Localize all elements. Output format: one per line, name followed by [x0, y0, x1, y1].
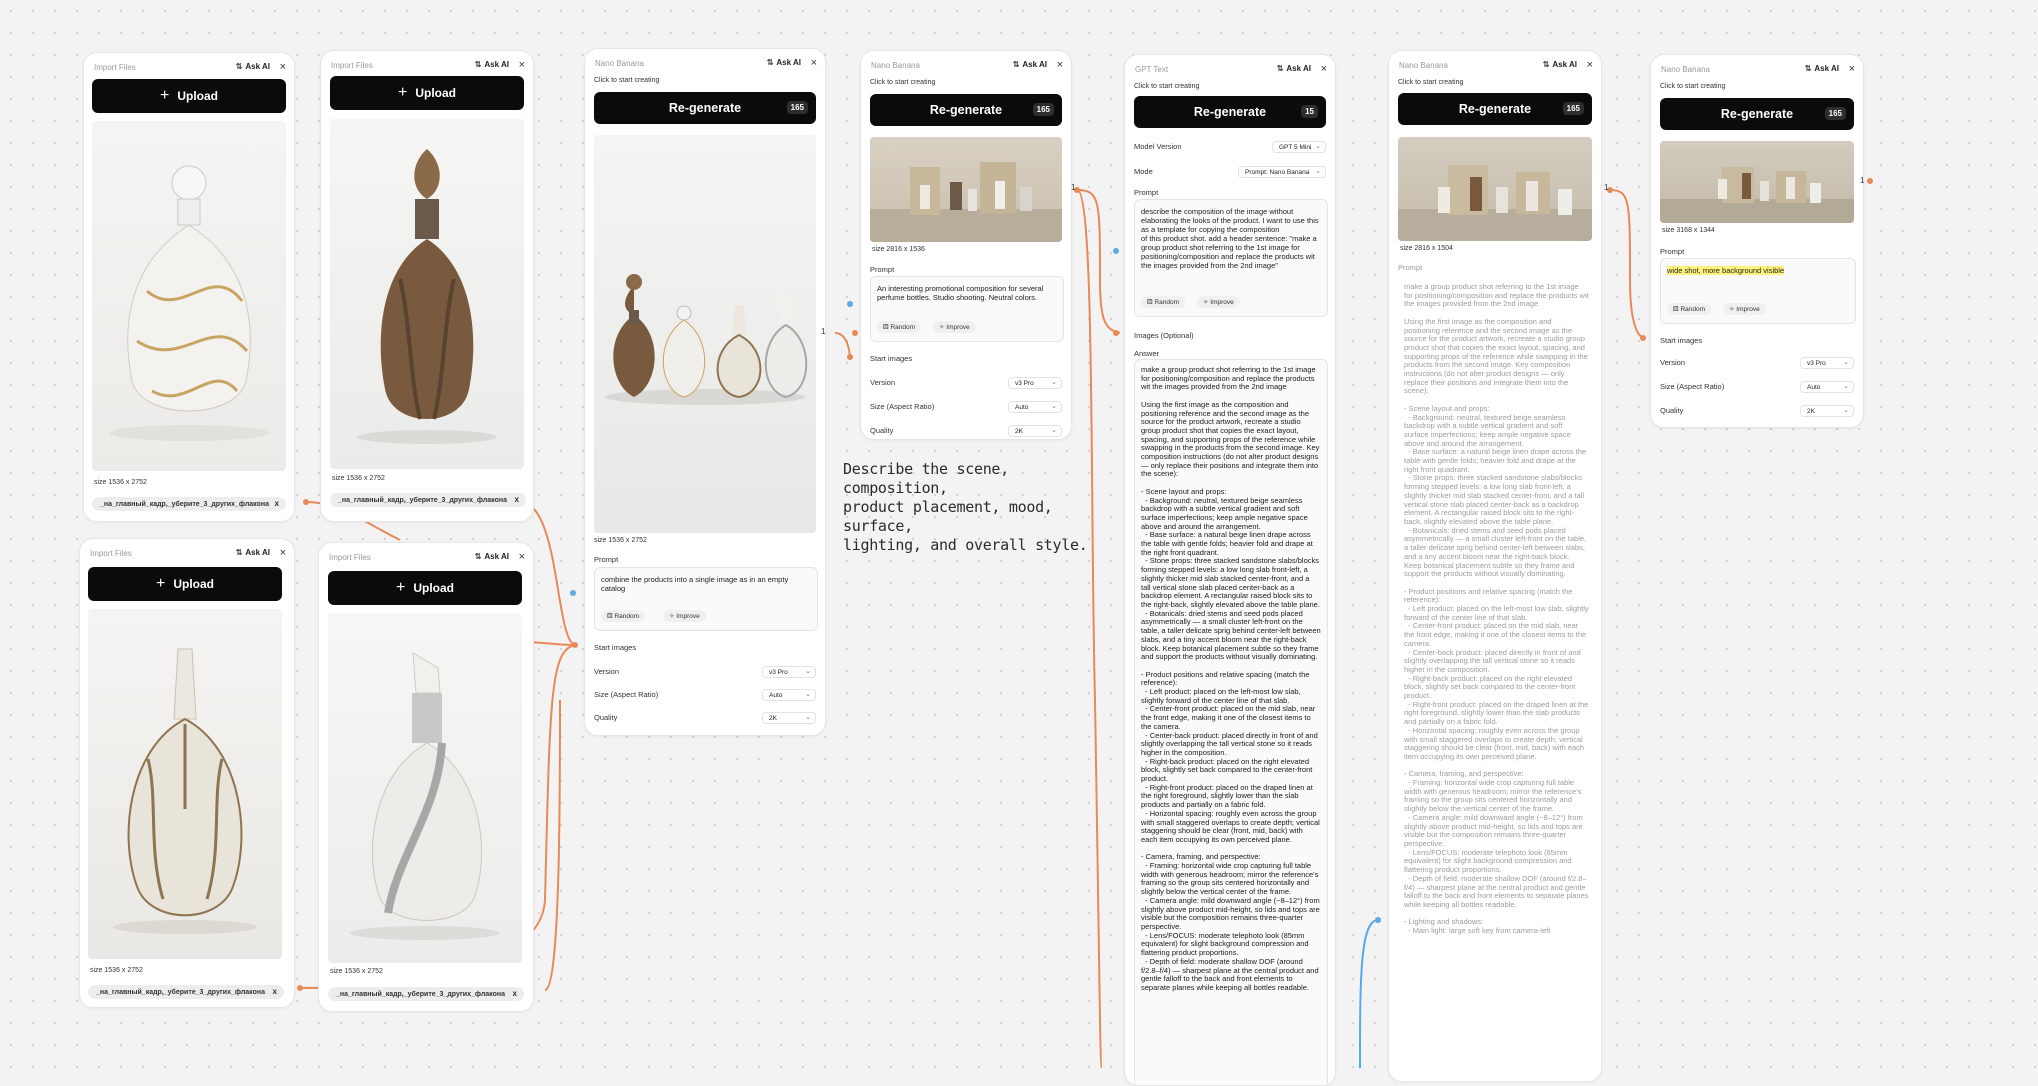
aspect-label: Size (Aspect Ratio)	[870, 402, 935, 411]
image-size-label: size 1536 x 2752	[94, 479, 147, 486]
close-icon[interactable]: ×	[279, 547, 286, 559]
image-size-label: size 1536 x 2752	[90, 967, 143, 974]
ask-ai-button[interactable]: ⇅ Ask AI	[1542, 60, 1577, 69]
close-icon[interactable]: ×	[1848, 63, 1855, 75]
wire	[1610, 190, 1645, 338]
plus-icon: +	[155, 575, 166, 592]
file-chip[interactable]: _на_главный_кадр,_уберите_3_других_флакона x	[92, 497, 286, 511]
images-optional-label: Images (Optional)	[1134, 331, 1194, 340]
sparkle-icon: ⇅	[474, 552, 482, 561]
upload-button[interactable]: + Upload	[92, 79, 286, 113]
start-hint: Click to start creating	[870, 79, 936, 86]
ask-ai-button[interactable]: ⇅ Ask AI	[1012, 60, 1047, 69]
connection-port[interactable]	[1867, 178, 1873, 184]
file-chip[interactable]: _на_главный_кадр,_уберите_3_других_флакона x	[88, 985, 284, 999]
port-number: 1	[1604, 183, 1609, 192]
image-size-label: size 3168 x 1344	[1662, 227, 1715, 234]
random-button[interactable]: ⚄ Random	[1667, 303, 1711, 315]
nano-banana-node[interactable]	[860, 50, 1072, 440]
aspect-select[interactable]: Auto ⌄	[1800, 381, 1854, 393]
aspect-label: Size (Aspect Ratio)	[594, 690, 659, 699]
connection-port[interactable]	[852, 330, 858, 336]
dice-icon: ⚄	[1673, 306, 1681, 313]
connection-port[interactable]	[1113, 248, 1119, 254]
model-select[interactable]: GPT 5 Mini ⌄	[1272, 141, 1326, 153]
node-title: Import Files	[331, 61, 373, 70]
connection-port[interactable]	[847, 354, 853, 360]
connection-port[interactable]	[303, 499, 309, 505]
regenerate-button[interactable]: Re-generate 165	[1660, 98, 1854, 130]
chevron-down-icon: ⌄	[1051, 379, 1057, 386]
nano-banana-node[interactable]	[584, 48, 826, 736]
image-size-label: size 1536 x 2752	[330, 968, 383, 975]
ask-ai-button[interactable]: ⇅ Ask AI	[235, 548, 270, 557]
prompt-label: Prompt	[1134, 188, 1159, 197]
connection-port[interactable]	[1640, 335, 1646, 341]
generated-image	[1660, 141, 1854, 223]
plus-icon: +	[159, 87, 170, 104]
ask-ai-button[interactable]: ⇅ Ask AI	[1276, 64, 1311, 73]
wire	[1077, 190, 1102, 1068]
import-files-node[interactable]	[318, 542, 534, 1012]
plus-icon: +	[397, 84, 408, 101]
ask-ai-button[interactable]: ⇅ Ask AI	[474, 60, 509, 69]
start-images-label: Start images	[870, 354, 913, 363]
dice-icon: ⚄	[883, 324, 891, 331]
answer-output[interactable]: make a group product shot referring to the 1st image for positioning/composition and replace the products wit the images provided from the 2nd image Using the first image as the composition and positioning reference and the second image as the source for the product artwork, recreate a studio group product shot that copies the exact layout, spacing, and supporting props of the reference while swapping in the products from the second image. Key composition instructions (do not alter product designs — only replace their positions and integrate them into the scene): - Scene layout and props: - Background: neutral, textured beige seamless backdrop with a subtle vertical gradient and soft surface imperfections; keep ample negative space above and around the arrangement. - Base surface: a natural beige linen drape across the table with gentle folds; heavier fold and drape at the right front quadrant. - Stone props: three stacked sandstone slabs/blocks forming stepped levels: a low long slab front-left, a slightly thicker mid slab stacked center-front, and a tall vertical stone slab placed center-back as a backdrop element. A rectangular raised block sits to the right-back, slightly elevated above the table plane. - Botanicals: dried stems and seed pods placed asymmetrically — a small cluster left-front on the table, a taller delicate sprig behind center-left between slabs, and a tiny accent bloom near the right-back block. Keep botanical placement subtle so they frame and support the products without visually dominating. - Product positions and relative spacing (match the reference): - Left product: placed on the left-most low slab, slightly forward of the center line of that slab. - Center-front product: placed on the mid slab, near the front edge, making it one of the closest items to the camera. - Center-back product: placed directly in front of and slightly overlapping the tall vertical stone so it reads higher in the composition. - Right-back product: placed on the right elevated block, slightly set back compared to the center-front product. - Right-front product: placed on the draped linen at the right foreground, slightly lower than the slab products and partially on a fabric fold. - Horizontal spacing: roughly even across the group with small staggered overlaps to create depth; vertical staggering should be clear (front, mid, back) with each item occupying its own perceived plane. - Camera, framing, and perspective: - Framing: horizontal wide crop capturing full table width with generous headroom; mirror the reference's framing so the group sits centered horizontally and slightly below the vertical center of the frame. - Camera angle: mild downward angle (~8–12°) from slightly above product mid-height, so lids and tops are visible but the composition remains three-quarter perspective. - Lens/FOCUS: moderate telephoto look (85mm equivalent) for slight background compression and flattering product proportions. - Depth of field: moderate shallow DOF (around f/2.8–f/4) — sharpest plane at the central product and gentle falloff to the back and front elements to separate planes while keeping all bottles readable.	[1134, 359, 1328, 1086]
dice-icon: ⚄	[607, 613, 615, 620]
sparkle-icon: ⇅	[474, 60, 482, 69]
prompt-input[interactable]: describe the composition of the image without elaborating the looks of the product. I want to use this as a template for copying the composition of this product shot. add a header sentence: "make a group product shot referring to the 1st image for positioning/composition and replace the products wit the images provided from the 2nd image" ⚄ Random ✧ Improve	[1134, 199, 1328, 317]
ask-ai-button[interactable]: ⇅ Ask AI	[766, 58, 801, 67]
regenerate-button[interactable]: Re-generate 165	[594, 92, 816, 124]
node-title: GPT Text	[1135, 65, 1169, 74]
chevron-down-icon: ⌄	[1843, 359, 1849, 366]
chevron-down-icon: ⌄	[805, 714, 811, 721]
chevron-down-icon: ⌄	[1843, 383, 1849, 390]
node-title: Nano Banana	[871, 61, 920, 70]
remove-icon[interactable]: x	[274, 499, 279, 508]
sparkle-icon: ⇅	[1542, 60, 1550, 69]
quality-label: Quality	[594, 713, 618, 722]
close-icon[interactable]: ×	[279, 61, 286, 73]
quality-select[interactable]: 2K ⌄	[1008, 425, 1062, 437]
chevron-down-icon: ⌄	[1051, 403, 1057, 410]
close-icon[interactable]: ×	[1056, 59, 1063, 71]
nano-banana-node[interactable]	[1650, 54, 1864, 428]
credits-badge: 165	[1563, 102, 1584, 115]
close-icon[interactable]: ×	[518, 551, 525, 563]
aspect-select[interactable]: Auto ⌄	[1008, 401, 1062, 413]
credits-badge: 165	[1825, 107, 1846, 120]
remove-icon[interactable]: x	[512, 989, 517, 998]
ask-ai-button[interactable]: ⇅ Ask AI	[235, 62, 270, 71]
ask-ai-button[interactable]: ⇅ Ask AI	[1804, 64, 1839, 73]
file-chip[interactable]: _на_главный_кадр,_уберите_3_других_флакона x	[328, 987, 524, 1001]
generated-image	[594, 135, 816, 533]
quality-select[interactable]: 2K ⌄	[762, 712, 816, 724]
random-button[interactable]: ⚄ Random	[877, 321, 921, 333]
sparkle-icon: ⇅	[235, 62, 243, 71]
prompt-label: Prompt	[870, 265, 895, 274]
prompt-label: Prompt	[1398, 263, 1423, 272]
node-title: Nano Banana	[595, 59, 644, 68]
close-icon[interactable]: ×	[810, 57, 817, 69]
sparkle-icon: ⇅	[235, 548, 243, 557]
port-number: 1	[1860, 176, 1865, 185]
product-image	[328, 613, 522, 963]
remove-icon[interactable]: x	[514, 495, 519, 504]
image-size-label: size 2816 x 1536	[872, 246, 925, 253]
version-select[interactable]: v3 Pro ⌄	[1800, 357, 1854, 369]
wand-icon: ✧	[669, 613, 677, 620]
close-icon[interactable]: ×	[1320, 63, 1327, 75]
close-icon[interactable]: ×	[1586, 59, 1593, 71]
product-image	[88, 609, 282, 959]
prompt-label: Prompt	[1660, 247, 1685, 256]
mode-select[interactable]: Prompt: Nano Banana ⌄	[1238, 166, 1326, 178]
prompt-label: Prompt	[594, 555, 619, 564]
node-title: Import Files	[94, 63, 136, 72]
node-title: Nano Banana	[1399, 61, 1448, 70]
gpt-text-node[interactable]	[1124, 54, 1336, 1086]
chevron-down-icon: ⌄	[1315, 168, 1321, 175]
chevron-down-icon: ⌄	[805, 691, 811, 698]
node-title: Nano Banana	[1661, 65, 1710, 74]
start-images-label: Start images	[1660, 336, 1703, 345]
regenerate-button[interactable]: Re-generate 165	[870, 94, 1062, 126]
aspect-select[interactable]: Auto ⌄	[762, 689, 816, 701]
port-number: 1	[1071, 183, 1076, 192]
connection-port[interactable]	[1375, 917, 1381, 923]
prompt-text: wide shot, more background visible	[1667, 266, 1785, 275]
chevron-down-icon: ⌄	[805, 668, 811, 675]
product-image	[92, 121, 286, 471]
wand-icon: ✧	[1203, 299, 1211, 306]
prompt-text[interactable]: make a group product shot referring to the 1st image for positioning/composition and replace the products wit the images provided from the 2nd image Using the first image as the composition and positioning reference and the second image as the source for the product artwork, recreate a studio group product shot that copies the exact layout, spacing, and supporting props of the reference while swapping in the products from the second image. Key composition instructions (do not alter product designs — only replace their positions and integrate them into the scene): - Scene layout and props: - Background: neutral, textured beige seamless backdrop with a subtle vertical gradient and soft surface imperfections; keep ample negative space above and around the arrangement. - Base surface: a natural beige linen drape across the table with gentle folds; heavier fold and drape at the right front quadrant. - Stone props: three stacked sandstone slabs/blocks forming stepped levels: a low long slab front-left, a slightly thicker mid slab stacked center-front, and a tall vertical stone slab placed center-back as a backdrop element. A rectangular raised block sits to the right-back, slightly elevated above the table plane. - Botanicals: dried stems and seed pods placed asymmetrically — a small cluster left-front on the table, a taller delicate sprig behind center-left between slabs, and a tiny accent bloom near the right-back block. Keep botanical placement subtle so they frame and support the products without visually dominating. - Product positions and relative spacing (match the reference): - Left product: placed on the left-most low slab, slightly forward of the center line of that slab. - Center-front product: placed on the mid slab, near the front edge, making it one of the closest items to the camera. - Center-back product: placed directly in front of and slightly overlapping the tall vertical stone so it reads higher in the composition. - Right-back product: placed on the right elevated block, slightly set back compared to the center-front product. - Right-front product: placed on the draped linen at the right foreground, slightly lower than the slab products and partially on a fabric fold. - Horizontal spacing: roughly even across the group with small staggered overlaps to create depth; vertical staggering should be clear (front, mid, back) with each item occupying its own perceived plane. - Camera, framing, and perspective: - Framing: horizontal wide crop capturing full table width with generous headroom; mirror the reference's framing so the group sits centered horizontally and slightly below the vertical center of the frame. - Camera angle: mild downward angle (~8–12°) from slightly above product mid-height, so lids and tops are visible but the composition remains three-quarter perspective. - Lens/FOCUS: moderate telephoto look (85mm equivalent) for slight background compression and flattering product proportions. - Depth of field: moderate shallow DOF (around f/2.8–f/4) — sharpest plane at the central product and gentle falloff to the back and front elements to separate planes while keeping all bottles readable. - Lighting and shadows: - Main light: large soft key from camera-left	[1404, 282, 1589, 936]
chevron-down-icon: ⌄	[1843, 407, 1849, 414]
sparkle-icon: ⇅	[766, 58, 774, 67]
start-hint: Click to start creating	[1398, 79, 1464, 86]
plus-icon: +	[395, 579, 406, 596]
start-hint: Click to start creating	[594, 77, 660, 84]
random-button[interactable]: ⚄ Random	[601, 610, 645, 622]
wire	[1360, 920, 1378, 1068]
connection-port[interactable]	[572, 642, 578, 648]
chevron-down-icon: ⌄	[1315, 143, 1321, 150]
image-size-label: size 1536 x 2752	[332, 475, 385, 482]
credits-badge: 165	[1033, 103, 1054, 116]
random-button[interactable]: ⚄ Random	[1141, 296, 1185, 308]
wand-icon: ✧	[939, 324, 947, 331]
remove-icon[interactable]: x	[272, 987, 277, 996]
node-title: Import Files	[329, 553, 371, 562]
regenerate-button[interactable]: Re-generate 165	[1398, 93, 1592, 125]
import-files-node[interactable]	[320, 50, 534, 522]
prompt-input[interactable]: combine the products into a single image as in an empty catalog ⚄ Random ✧ Improve	[594, 567, 818, 631]
product-image	[330, 119, 524, 469]
node-title: Import Files	[90, 549, 132, 558]
credits-badge: 165	[787, 101, 808, 114]
prompt-input[interactable]	[1660, 258, 1856, 324]
connection-port[interactable]	[847, 301, 853, 307]
connection-port[interactable]	[1113, 330, 1119, 336]
ask-ai-button[interactable]: ⇅ Ask AI	[474, 552, 509, 561]
nano-banana-node[interactable]	[1388, 50, 1602, 1082]
start-hint: Click to start creating	[1660, 83, 1726, 90]
version-label: Version	[870, 378, 896, 387]
regenerate-button[interactable]: Re-generate 15	[1134, 96, 1326, 128]
version-label: Version	[594, 667, 620, 676]
upload-button[interactable]: + Upload	[328, 571, 522, 605]
generated-image	[1398, 137, 1592, 241]
sparkle-icon: ⇅	[1276, 64, 1284, 73]
upload-button[interactable]: + Upload	[330, 76, 524, 110]
answer-label: Answer	[1134, 349, 1160, 358]
version-label: Version	[1660, 358, 1686, 367]
mode-label: Mode	[1134, 167, 1153, 176]
version-select[interactable]: v3 Pro ⌄	[762, 666, 816, 678]
canvas-note: Describe the scene, composition, product placement, mood, surface, lighting, and overall style.	[843, 460, 1088, 554]
start-hint: Click to start creating	[1134, 83, 1200, 90]
image-size-label: size 1536 x 2752	[594, 537, 647, 544]
sparkle-icon: ⇅	[1012, 60, 1020, 69]
improve-button[interactable]: ✧ Improve	[933, 321, 976, 333]
upload-button[interactable]: + Upload	[88, 567, 282, 601]
sparkle-icon: ⇅	[1804, 64, 1812, 73]
prompt-input[interactable]: An interesting promotional composition for several perfume bottles. Studio shooting. Neutral colors. ⚄ Random ✧ Improve	[870, 276, 1064, 342]
generated-image	[870, 137, 1062, 242]
import-files-node[interactable]	[79, 538, 295, 1008]
version-select[interactable]: v3 Pro ⌄	[1008, 377, 1062, 389]
model-version-label: Model Version	[1134, 142, 1182, 151]
aspect-label: Size (Aspect Ratio)	[1660, 382, 1725, 391]
port-number: 1	[821, 327, 826, 336]
connection-port[interactable]	[297, 985, 303, 991]
improve-button[interactable]: ✧ Improve	[1197, 296, 1240, 308]
close-icon[interactable]: ×	[518, 59, 525, 71]
image-size-label: size 2816 x 1504	[1400, 245, 1453, 252]
connection-port[interactable]	[570, 590, 576, 596]
wand-icon: ✧	[1729, 306, 1737, 313]
quality-label: Quality	[870, 426, 894, 435]
start-images-label: Start images	[594, 643, 637, 652]
file-chip[interactable]: _на_главный_кадр,_уберите_3_других_флакона x	[330, 493, 526, 507]
chevron-down-icon: ⌄	[1051, 427, 1057, 434]
improve-button[interactable]: ✧ Improve	[1723, 303, 1766, 315]
quality-select[interactable]: 2K ⌄	[1800, 405, 1854, 417]
credits-badge: 15	[1301, 105, 1318, 118]
import-files-node[interactable]	[83, 52, 295, 522]
improve-button[interactable]: ✧ Improve	[663, 610, 706, 622]
quality-label: Quality	[1660, 406, 1684, 415]
dice-icon: ⚄	[1147, 299, 1155, 306]
